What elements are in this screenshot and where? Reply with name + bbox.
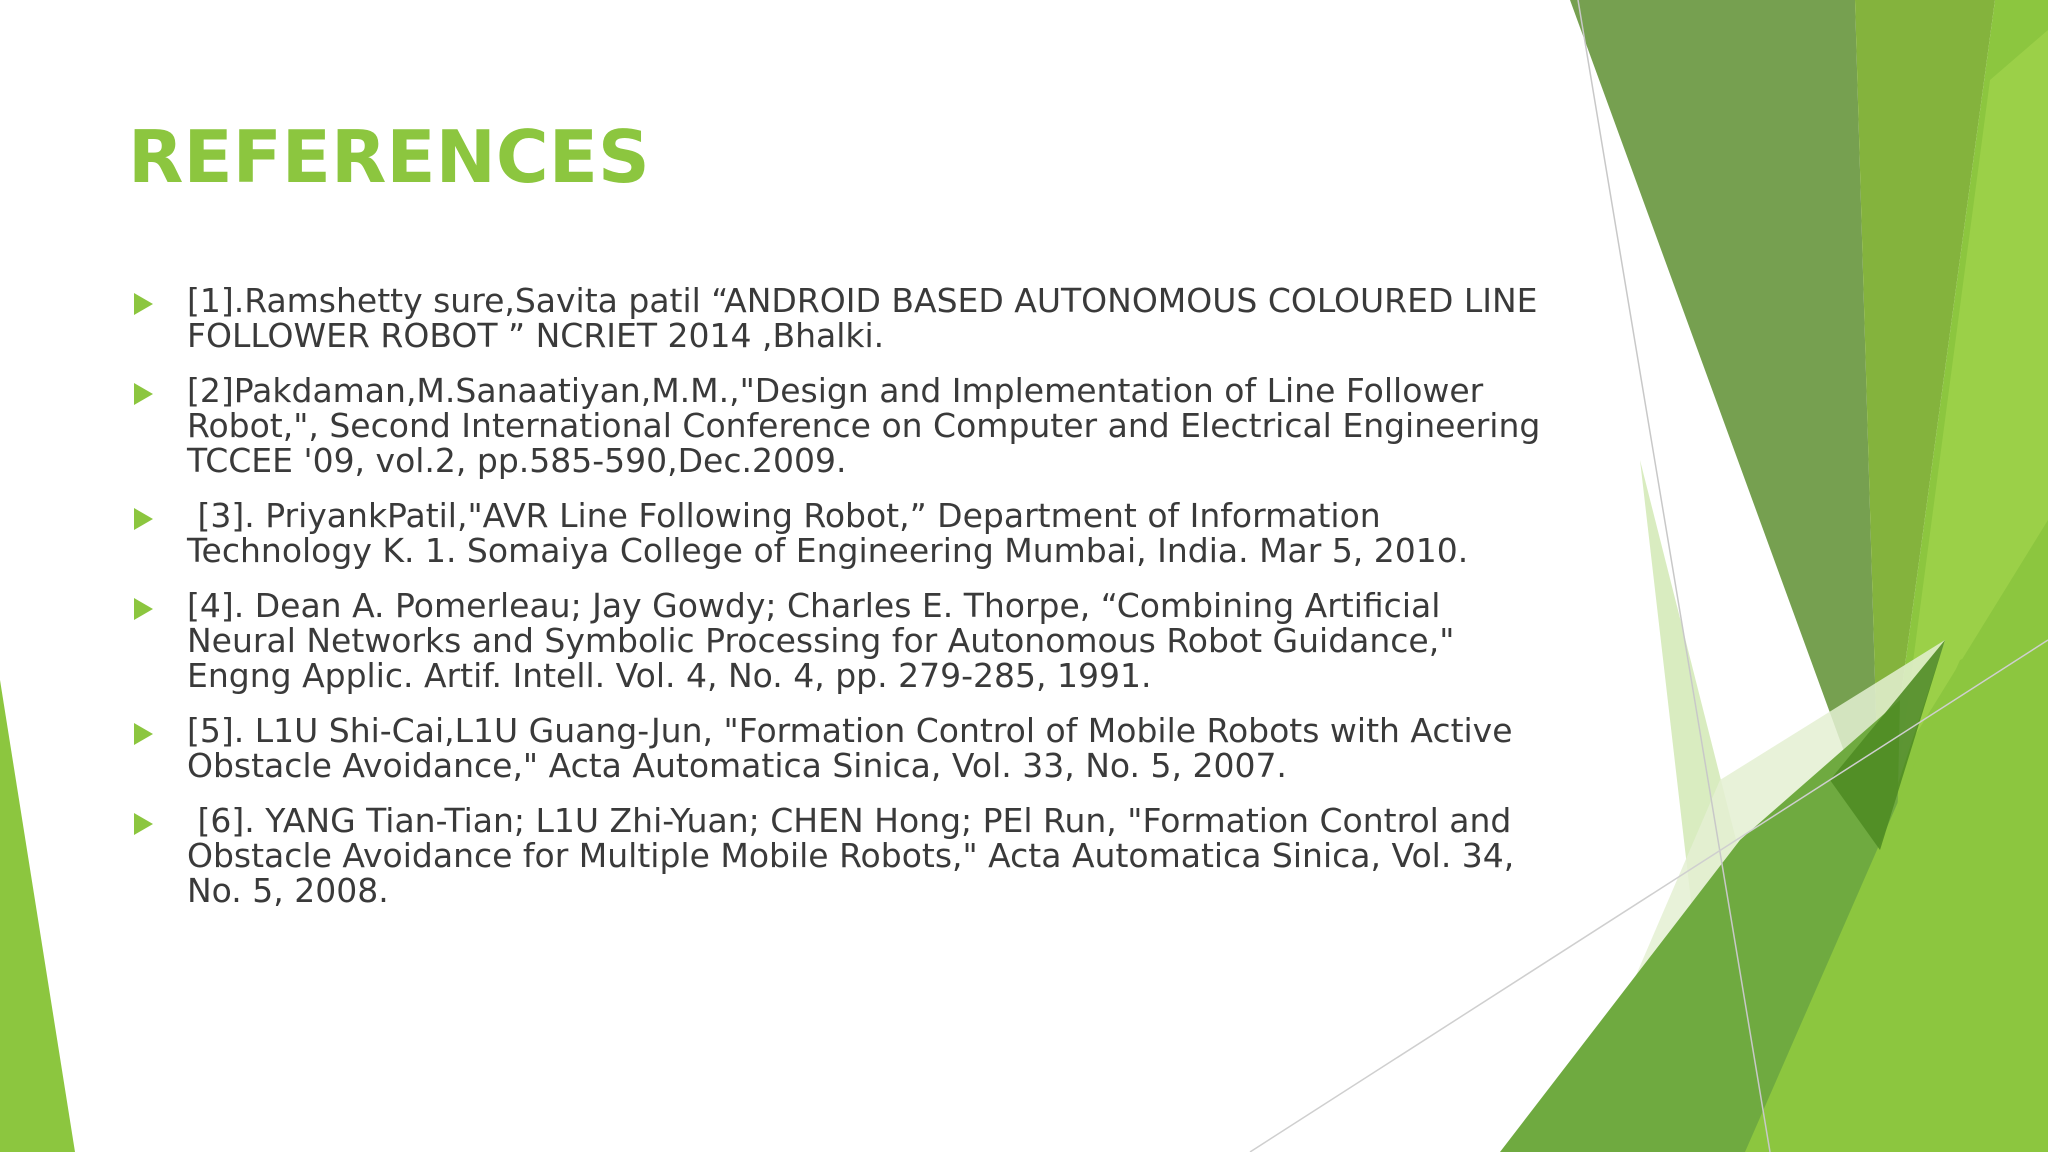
- reference-item: [128, 588, 1548, 693]
- triangle-right-icon: [134, 508, 153, 530]
- triangle-right-icon: [134, 383, 153, 405]
- triangle-right-icon: [134, 813, 153, 835]
- reference-text: [4]. Dean A. Pomerleau; Jay Gowdy; Charles E. Thorpe, “Combining Artificial Neural Networks and Symbolic Processing for Autonomous Robot Guidance," Engng Applic. Artif. Intell. Vol. 4, No. 4, pp. 279-285, 1991.: [187, 586, 1465, 695]
- reference-text: [5]. L1U Shi-Cai,L1U Guang-Jun, "Formation Control of Mobile Robots with Active Obstacle Avoidance," Acta Automatica Sinica, Vol. 33, No. 5, 2007.: [187, 711, 1524, 785]
- reference-text: [2]Pakdaman,M.Sanaatiyan,M.M.,"Design and Implementation of Line Follower Robot,", Second International Conference on Computer and Electrical Engineering TCCEE '09, vol.2, pp.585-590,Dec.2009.: [187, 371, 1551, 480]
- reference-item: [128, 283, 1548, 353]
- reference-item: [128, 803, 1548, 908]
- left-edge-sliver-shape: [0, 680, 75, 1152]
- reference-item: [128, 371, 1551, 480]
- reference-item: [128, 713, 1548, 783]
- triangle-right-icon: [134, 723, 153, 745]
- reference-item: [128, 498, 1548, 568]
- reference-list: [128, 281, 1551, 928]
- reference-text: [1].Ramshetty sure,Savita patil “ANDROID BASED AUTONOMOUS COLOURED LINE FOLLOWER ROBOT ” NCRIET 2014 ,Bhalki.: [187, 281, 1549, 355]
- triangle-right-icon: [134, 598, 153, 620]
- reference-text: [6]. YANG Tian-Tian; L1U Zhi-Yuan; CHEN Hong; PEl Run, "Formation Control and Obstacle Avoidance for Multiple Mobile Robots," Acta Automatica Sinica, Vol. 34, No. 5, 2008.: [187, 801, 1525, 910]
- triangle-right-icon: [134, 293, 153, 315]
- page-title: REFERENCES: [128, 115, 650, 199]
- reference-text: [3]. PriyankPatil,"AVR Line Following Robot,” Department of Information Technology K. 1. Somaiya College of Engineering Mumbai, India. Mar 5, 2010.: [187, 496, 1469, 570]
